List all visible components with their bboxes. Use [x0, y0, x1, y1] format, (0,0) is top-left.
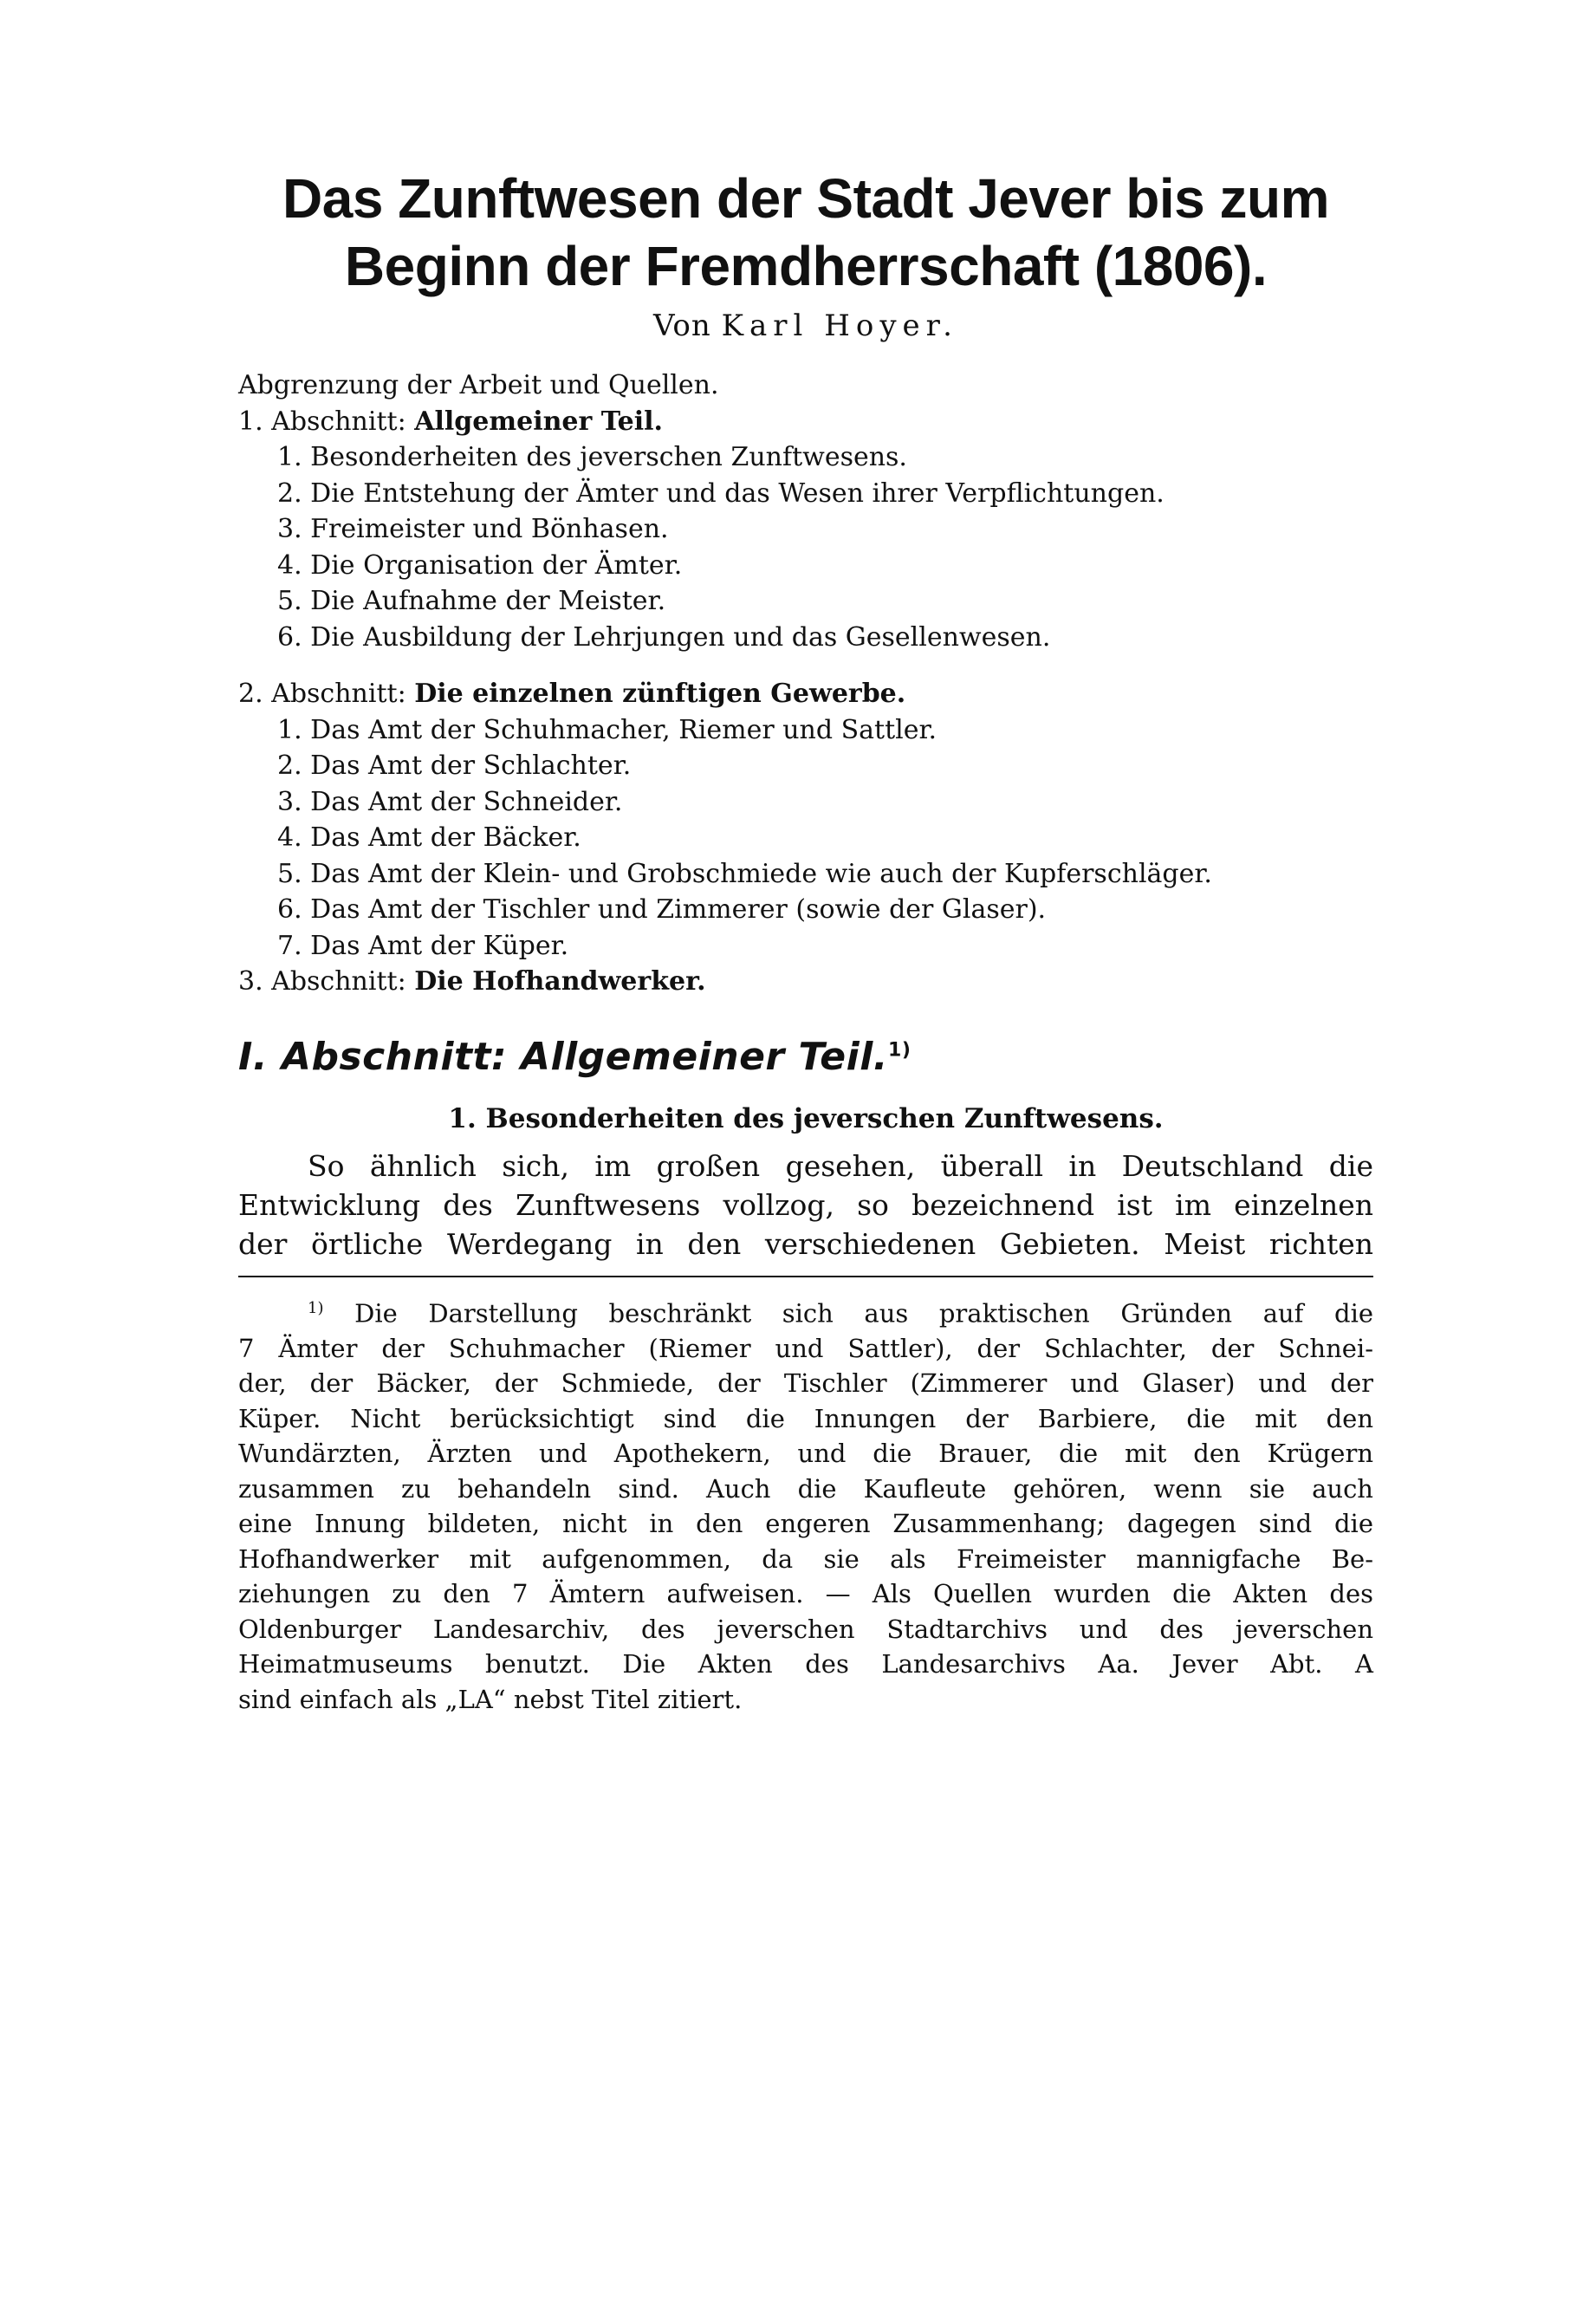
- toc-part-3-title: Die Hofhandwerker.: [414, 966, 706, 997]
- toc-part-1-title: Allgemeiner Teil.: [414, 406, 663, 437]
- footnote-line: zusammen zu behandeln sind. Auch die Kaufleute gehören, wenn sie auch: [238, 1473, 1373, 1504]
- section-heading-text: I. Abschnitt: Allgemeiner Teil.: [238, 1034, 889, 1079]
- body-line: So ähnlich sich, im großen gesehen, überall in Deutschland die: [308, 1148, 1373, 1183]
- subsection-heading: 1. Besonderheiten des jeverschen Zunftwesens.: [448, 1102, 1164, 1134]
- toc-item: 5. Die Aufnahme der Meister.: [277, 586, 666, 616]
- footnote-line: der, der Bäcker, der Schmiede, der Tischler (Zimmerer und Glaser) und der: [238, 1368, 1373, 1399]
- footnote-line: sind einfach als „LA“ nebst Titel zitiert.: [238, 1684, 743, 1714]
- article-title: [238, 165, 1373, 300]
- footnote-mark: 1): [308, 1298, 324, 1317]
- author-name: Karl Hoyer.: [721, 309, 958, 343]
- toc-item: 5. Das Amt der Klein- und Grobschmiede wie auch der Kupferschläger.: [277, 858, 1212, 889]
- toc-item: 4. Das Amt der Bäcker.: [277, 822, 581, 853]
- author-prefix: Von: [652, 309, 711, 343]
- footnote-line: Hofhandwerker mit aufgenommen, da sie als Freimeister mannigfache Be-: [238, 1543, 1373, 1574]
- toc-item: 1. Das Amt der Schuhmacher, Riemer und Sattler.: [277, 714, 937, 745]
- toc-part-3-label: 3. Abschnitt:: [238, 966, 406, 997]
- toc-part-2-label: 2. Abschnitt:: [238, 679, 406, 709]
- footnote-line: [238, 1291, 1373, 1331]
- toc-item: 4. Die Organisation der Ämter.: [277, 549, 683, 581]
- toc-item: 6. Die Ausbildung der Lehrjungen und das Gesellenwesen.: [277, 621, 1051, 653]
- section-heading: [238, 1035, 1373, 1079]
- footnote-line: ziehungen zu den 7 Ämtern aufweisen. — Als Quellen wurden die Akten des: [238, 1579, 1373, 1609]
- footnote-line: Küper. Nicht berücksichtigt sind die Innungen der Barbiere, die mit den: [238, 1403, 1373, 1433]
- title-line-2: Beginn der Fremdherrschaft (1806).: [344, 235, 1268, 297]
- footnote-line: Wundärzten, Ärzten und Apothekern, und die Brauer, die mit den Krügern: [238, 1439, 1373, 1469]
- toc-item: 3. Das Amt der Schneider.: [277, 786, 623, 817]
- footnote-line: 7 Ämter der Schuhmacher (Riemer und Sattler), der Schlachter, der Schnei-: [238, 1333, 1373, 1363]
- toc-item: 7. Das Amt der Küper.: [277, 930, 569, 961]
- title-line-1: Das Zunftwesen der Stadt Jever bis zum: [282, 167, 1329, 230]
- body-line: der örtliche Werdegang in den verschiedenen Gebieten. Meist richten: [238, 1226, 1373, 1261]
- toc-part-2-title: Die einzelnen zünftigen Gewerbe.: [414, 679, 906, 709]
- toc-part-1: [238, 404, 1373, 440]
- author-line: [238, 309, 1373, 343]
- toc-item: 2. Das Amt der Schlachter.: [277, 750, 632, 781]
- body-line: Entwicklung des Zunftwesens vollzog, so bezeichnend ist im einzelnen: [238, 1187, 1373, 1222]
- footnote-line: Oldenburger Landesarchiv, des jeverschen Stadtarchivs und des jeverschen: [238, 1614, 1373, 1644]
- toc-item: 1. Besonderheiten des jeverschen Zunftwesens.: [277, 442, 907, 472]
- table-of-contents: [238, 367, 1373, 1000]
- footnote-line: eine Innung bildeten, nicht in den engeren Zusammenhang; dagegen sind die: [238, 1509, 1373, 1539]
- toc-intro: Abgrenzung der Arbeit und Quellen.: [238, 370, 719, 400]
- footnote-line: Heimatmuseums benutzt. Die Akten des Landesarchivs Aa. Jever Abt. A: [238, 1649, 1373, 1680]
- footnote: [238, 1291, 1373, 1718]
- toc-item: 2. Die Entstehung der Ämter und das Wesen ihrer Verpflichtungen.: [277, 478, 1165, 509]
- toc-part-1-label: 1. Abschnitt:: [238, 406, 406, 437]
- toc-item: 3. Freimeister und Bönhasen.: [277, 514, 669, 544]
- footnote-line-text: Die Darstellung beschränkt sich aus praktischen Gründen auf die: [354, 1298, 1374, 1329]
- footnote-divider: [238, 1276, 1373, 1277]
- document-page: [238, 165, 1373, 1717]
- toc-part-3: [238, 964, 1373, 1000]
- toc-item: 6. Das Amt der Tischler und Zimmerer (sowie der Glaser).: [277, 894, 1047, 925]
- toc-part-2: [238, 676, 1373, 712]
- footnote-reference: 1): [888, 1038, 912, 1061]
- body-paragraph: [238, 1147, 1373, 1264]
